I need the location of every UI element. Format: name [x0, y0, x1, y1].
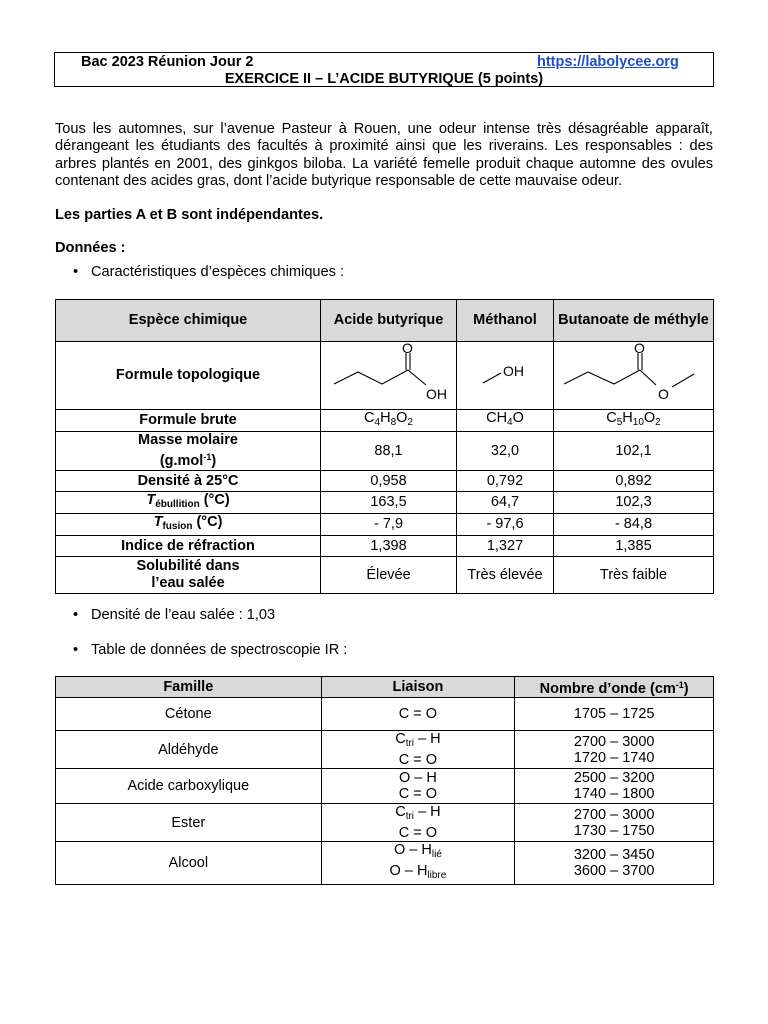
table-row [56, 514, 714, 536]
cell-value: 32,0 [457, 432, 554, 471]
famille-cell: Alcool [56, 842, 322, 885]
cell-value: 1,385 [553, 536, 713, 557]
table-header-row [56, 300, 714, 342]
table-row [56, 492, 714, 514]
onde-cell: 2700 – 3000 1720 – 1740 [515, 731, 714, 769]
cell-value: 64,7 [457, 492, 554, 514]
hydroxyl-label: OH [503, 363, 525, 379]
liaison-cell: $C_{tri}$ – H C = O [321, 731, 515, 769]
onde-cell: 3200 – 3450 3600 – 3700 [515, 842, 714, 885]
onde-cell: 2500 – 3200 1740 – 1800 [515, 769, 714, 804]
bullet-characteristics: • Caractéristiques d’espèces chimiques : [73, 264, 345, 280]
cell-formula: $C_5H_{10}O_2$ [553, 410, 713, 432]
header-cell: Liaison [321, 677, 515, 698]
exercise-title: EXERCICE II – L’ACIDE BUTYRIQUE (5 points) [224, 71, 544, 87]
oxygen-label: O [634, 342, 646, 356]
labolycee-link[interactable]: https://labolycee.org [537, 54, 679, 70]
header-cell: Nombre d’onde $(cm^{-1})$ [515, 677, 714, 698]
row-label: Formule brute [56, 410, 321, 432]
famille-cell: Ester [56, 804, 322, 842]
row-label: Masse molaire (g.mol$^{-1}$) [56, 432, 321, 471]
bullet-ir: • Table de données de spectroscopie IR : [73, 642, 348, 658]
table-row [56, 731, 714, 769]
oxygen-label: O [401, 342, 413, 356]
famille-cell: Aldéhyde [56, 731, 322, 769]
row-label: $T_{ébullition}$ (°C) [56, 492, 321, 514]
ir-table [55, 676, 714, 885]
cell-value: - 7,9 [321, 514, 457, 536]
cell-value: 102,3 [553, 492, 713, 514]
butyric-acid-structure [321, 342, 457, 410]
bullet-text: Caractéristiques d’espèces chimiques : [91, 264, 345, 280]
methyl-butanoate-structure [553, 342, 713, 410]
parts-note: Les parties A et B sont indépendantes. [55, 207, 324, 223]
table-row [56, 557, 714, 594]
famille-cell: Acide carboxylique [56, 769, 322, 804]
exam-label: Bac 2023 Réunion Jour 2 [81, 54, 254, 70]
table-row [56, 536, 714, 557]
cell-value: 0,958 [321, 471, 457, 492]
header-cell: Acide butyrique [321, 300, 457, 342]
table-row [56, 698, 714, 731]
row-label: Formule topologique [56, 342, 321, 410]
bullet-text: Densité de l’eau salée : 1,03 [91, 607, 276, 623]
header-cell: Espèce chimique [56, 300, 321, 342]
species-table [55, 299, 714, 594]
cell-value: 0,792 [457, 471, 554, 492]
table-row [56, 432, 714, 471]
liaison-cell: O – H C = O [321, 769, 515, 804]
table-header-row [56, 677, 714, 698]
cell-value: 0,892 [553, 471, 713, 492]
cell-formula: $CH_4O$ [457, 410, 554, 432]
cell-formula: $C_4H_8O_2$ [321, 410, 457, 432]
header-box [54, 52, 714, 87]
cell-value: 88,1 [321, 432, 457, 471]
intro-paragraph: Tous les automnes, sur l’avenue Pasteur à Rouen, une odeur intense très désagréable apparaît, dérangeant les étudiants des facultés à proximité ainsi que les riverains. Les responsables : des arbres plantés en 2001, des ginkgos biloba. La variété femelle produit chaque automne des ovules contenant des acides gras, dont l’acide butyrique responsable de cette mauvaise odeur. [55, 121, 713, 189]
famille-cell: Cétone [56, 698, 322, 731]
table-row [56, 769, 714, 804]
header-cell: Butanoate de méthyle [553, 300, 713, 342]
cell-value: 1,327 [457, 536, 554, 557]
row-label: Densité à 25°C [56, 471, 321, 492]
row-label: Solubilité dans l’eau salée [56, 557, 321, 594]
table-row [56, 342, 714, 410]
table-row [56, 842, 714, 885]
cell-value: Élevée [321, 557, 457, 594]
cell-value: 163,5 [321, 492, 457, 514]
hydroxyl-label: OH [425, 386, 447, 402]
cell-value: Très élevée [457, 557, 554, 594]
row-label: $T_{fusion}$ (°C) [56, 514, 321, 536]
row-label: Indice de réfraction [56, 536, 321, 557]
cell-value: 1,398 [321, 536, 457, 557]
table-row [56, 471, 714, 492]
liaison-cell: $C_{tri}$ – H C = O [321, 804, 515, 842]
header-cell: Méthanol [457, 300, 554, 342]
methanol-structure [457, 342, 554, 410]
onde-cell: 2700 – 3000 1730 – 1750 [515, 804, 714, 842]
table-row [56, 804, 714, 842]
cell-value: Très faible [553, 557, 713, 594]
ester-oxygen-label: O [658, 386, 670, 402]
liaison-cell: C = O [321, 698, 515, 731]
table-row [56, 410, 714, 432]
cell-value: - 84,8 [553, 514, 713, 536]
liaison-cell: O – $H_{lié}$ O – $H_{libre}$ [321, 842, 515, 885]
bullet-text: Table de données de spectroscopie IR : [91, 642, 348, 658]
cell-value: 102,1 [553, 432, 713, 471]
bullet-density: • Densité de l’eau salée : 1,03 [73, 607, 276, 623]
cell-value: - 97,6 [457, 514, 554, 536]
header-cell: Famille [56, 677, 322, 698]
onde-cell: 1705 – 1725 [515, 698, 714, 731]
donnees-title: Données : [55, 240, 126, 256]
